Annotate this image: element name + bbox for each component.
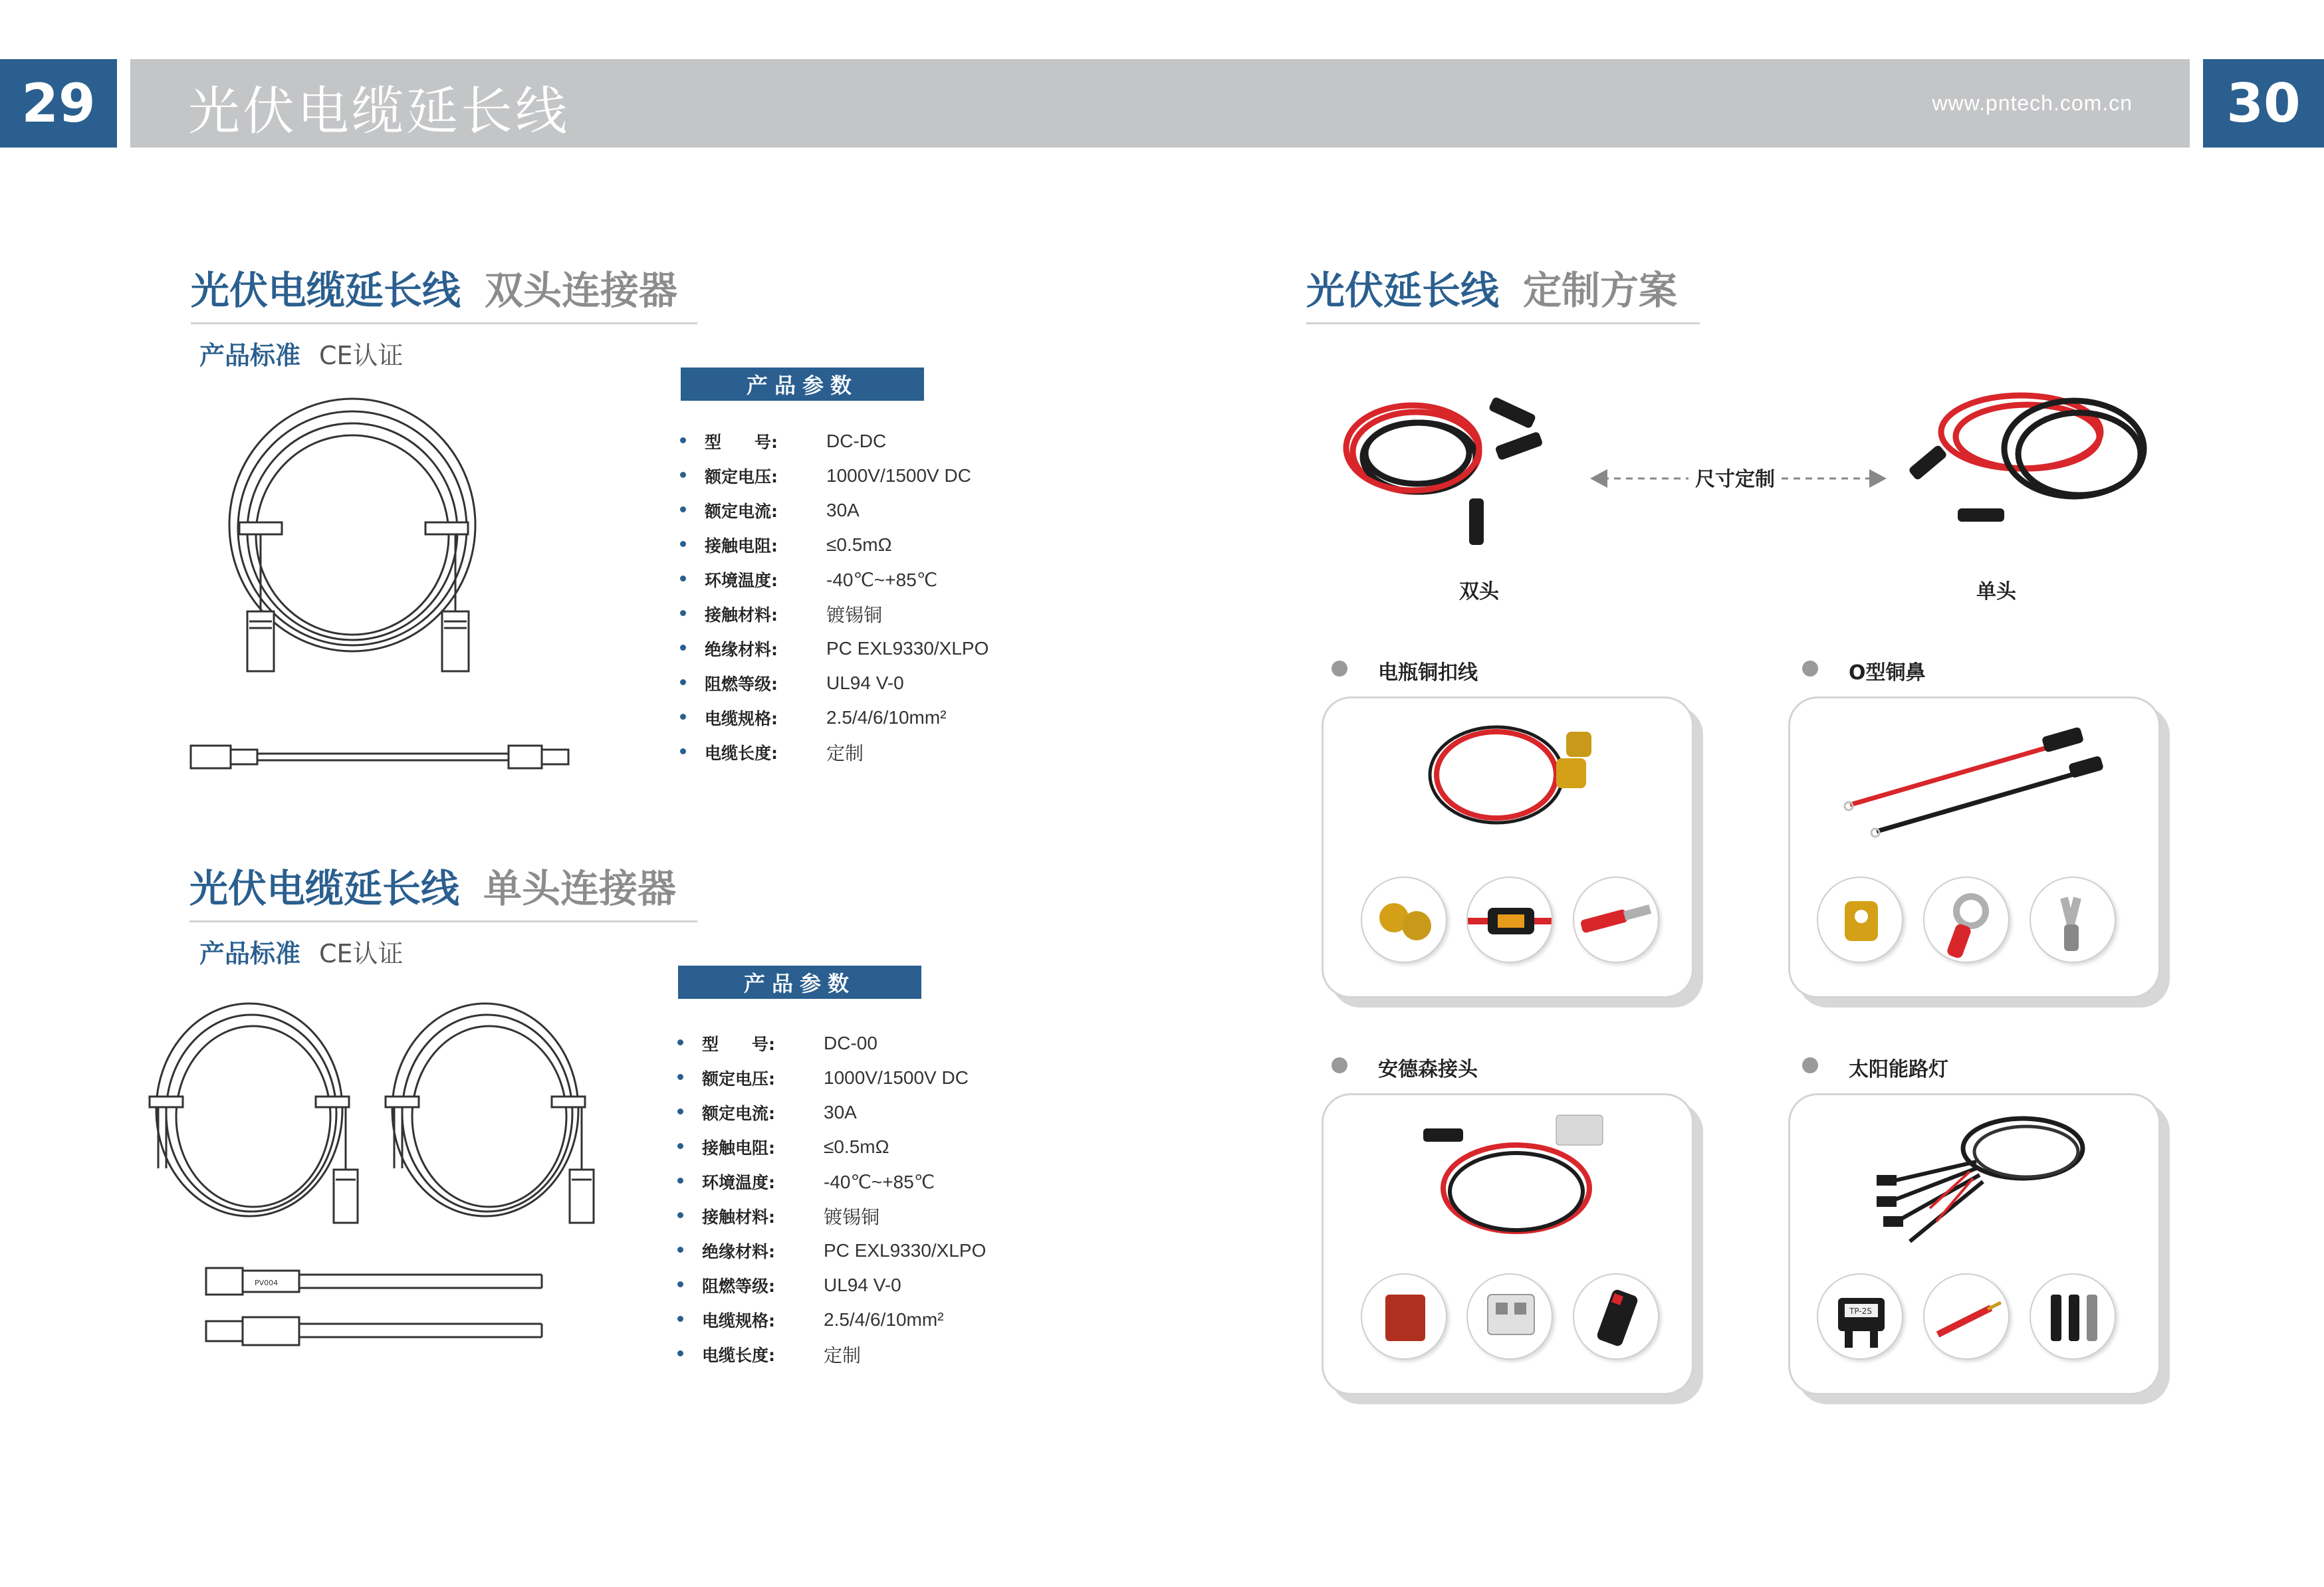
detail-photo [2030,877,2116,963]
section1-title-main: 光伏电缆延长线 [191,268,461,313]
section2-standard-label: 产品标准 [199,939,301,968]
single-head-cable-photo [1895,375,2160,542]
param-key: 电缆长度: [702,1346,775,1365]
tp-badge: TP-2S [1849,1307,1872,1316]
param-value: ≤0.5mΩ [824,1136,889,1157]
param-row [702,1199,986,1233]
solar-street-light-harness-photo [1857,1109,2096,1248]
section1-standard-value: CE认证 [319,341,404,370]
section1-params-header: 产品参数 [681,368,924,401]
bullet-icon [1802,661,1818,677]
section3-title-main: 光伏延长线 [1306,268,1500,313]
param-key: 阻燃等级: [702,1277,775,1296]
param-key: 绝缘材料: [702,1242,775,1261]
param-key: 额定电流: [705,502,778,521]
section2-title-sub: 单头连接器 [483,866,677,911]
param-key: 接触材料: [705,605,778,625]
param-key: 接触材料: [702,1208,775,1227]
section2-standard [199,933,404,970]
section1-title [191,259,677,315]
section3-title-sub: 定制方案 [1523,268,1678,313]
single-head-straight-cables-drawing [203,1263,548,1356]
section1-rule [191,322,697,324]
page-number-right: 30 [2203,59,2324,148]
param-key: 额定电流: [702,1104,775,1123]
ring-terminal-cable-photo [1843,725,2109,838]
param-key: 电缆规格: [705,709,778,728]
param-row [702,1095,986,1130]
detail-photo [1573,877,1659,963]
param-row [702,1164,986,1199]
param-value: -40℃~+85℃ [824,1171,935,1192]
param-key: 型 号: [702,1035,775,1054]
param-row [702,1303,986,1337]
param-key: 电缆长度: [705,744,778,763]
connector-label: PV004 [255,1279,279,1287]
section1-title-sub: 双头连接器 [485,268,678,313]
detail-photo [1923,877,2010,963]
param-value: 1000V/1500V DC [824,1067,969,1088]
detail-photo [1466,1273,1553,1360]
param-row [705,424,988,459]
param-key: 接触电阻: [702,1138,775,1158]
single-head-cable-coils-drawing [146,997,612,1243]
param-value: PC EXL9330/XLPO [824,1240,987,1261]
param-value: UL94 V-0 [824,1275,901,1295]
category-card [1788,696,2160,998]
detail-photo [1923,1273,2010,1360]
param-key: 额定电压: [705,467,778,486]
section1-params-list [705,424,988,770]
param-row [705,597,988,631]
param-value: DC-DC [826,431,887,451]
param-value: DC-00 [824,1033,877,1053]
section2-params-list [702,1026,986,1372]
size-custom-label: 尺寸定制 [1688,463,1782,492]
param-key: 额定电压: [702,1069,775,1089]
param-key: 绝缘材料: [705,640,778,659]
param-value: 1000V/1500V DC [826,465,971,486]
single-head-caption: 单头 [1976,580,2016,603]
param-value: -40℃~+85℃ [826,569,938,590]
param-row [705,493,988,528]
section2-standard-value: CE认证 [319,939,404,968]
param-row [705,528,988,562]
param-value: 2.5/4/6/10mm² [826,707,947,728]
page-number-left: 29 [0,59,117,148]
double-head-straight-cable-drawing [189,738,575,778]
param-key: 环境温度: [705,571,778,590]
detail-photo [1817,1273,1903,1360]
param-row [702,1233,986,1268]
param-value: 30A [824,1102,857,1122]
param-key: 环境温度: [702,1173,775,1192]
detail-photo [1361,877,1447,963]
param-row [702,1130,986,1164]
param-key: 型 号: [705,433,778,452]
param-row [705,631,988,666]
param-key: 阻燃等级: [705,675,778,694]
category-card [1322,696,1694,998]
param-row [702,1026,986,1061]
category-card [1322,1093,1694,1395]
section2-title [189,857,676,913]
param-key: 接触电阻: [705,536,778,556]
battery-terminal-cable-photo [1423,718,1609,831]
bullet-icon [1332,1057,1347,1073]
detail-photo [1466,877,1553,963]
param-value: 定制 [826,743,864,764]
param-value: 镀锡铜 [826,605,883,625]
section3-rule [1306,322,1700,324]
section3-title [1306,259,1677,315]
detail-photo [2030,1273,2116,1360]
detail-photo [1817,877,1903,963]
detail-photo [1361,1273,1447,1360]
anderson-connector-cable-photo [1417,1109,1616,1241]
param-value: 2.5/4/6/10mm² [824,1309,944,1330]
section2-title-main: 光伏电缆延长线 [189,866,460,911]
category-label: O型铜鼻 [1849,661,1926,685]
param-key: 电缆规格: [702,1311,775,1330]
section2-params-header: 产品参数 [678,966,921,999]
param-row [702,1268,986,1303]
param-value: ≤0.5mΩ [826,534,892,555]
param-row [702,1337,986,1372]
category-card [1788,1093,2160,1395]
param-value: 定制 [824,1345,862,1366]
param-value: 30A [826,500,860,520]
double-head-cable-coil-drawing [186,392,519,685]
param-row [705,562,988,597]
param-value: 镀锡铜 [824,1207,880,1227]
section2-rule [189,920,697,922]
param-row [705,666,988,700]
website-url: www.pntech.com.cn [1932,91,2133,115]
bullet-icon [1332,661,1347,677]
page-title: 光伏电缆延长线 [188,82,570,142]
param-row [705,700,988,735]
param-row [705,735,988,770]
param-value: PC EXL9330/XLPO [826,638,989,659]
double-head-caption: 双头 [1459,580,1499,603]
section1-standard-label: 产品标准 [199,341,301,370]
param-row [702,1061,986,1095]
double-head-cable-photo [1336,379,1556,572]
param-row [705,459,988,493]
section1-standard [199,335,404,371]
category-label: 太阳能路灯 [1849,1058,1948,1081]
category-label: 电瓶铜扣线 [1378,661,1478,685]
detail-photo [1573,1273,1659,1360]
bullet-icon [1802,1057,1818,1073]
param-value: UL94 V-0 [826,673,904,693]
category-label: 安德森接头 [1378,1058,1478,1081]
